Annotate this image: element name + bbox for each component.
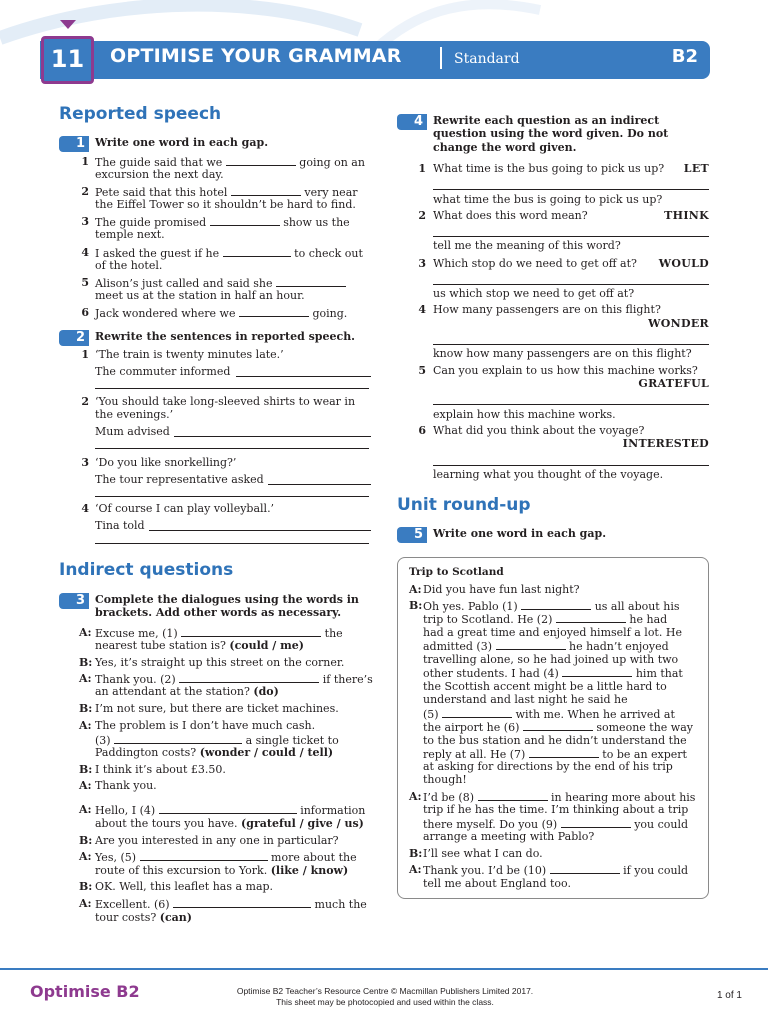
exercise-instruction: Rewrite each question as an indirect xyxy=(433,114,660,127)
title-banner xyxy=(40,41,710,79)
exercise-instruction: brackets. Add other words as necessary. xyxy=(95,606,342,620)
answer-line[interactable] xyxy=(433,344,709,345)
level-code: B2 xyxy=(671,46,698,67)
answer-line[interactable] xyxy=(236,376,371,377)
answer-gap[interactable] xyxy=(239,306,309,317)
exercise-instruction: Complete the dialogues using the words in xyxy=(95,593,359,606)
exercise-instruction: change the word given. xyxy=(433,140,577,154)
answer-line[interactable] xyxy=(433,404,709,405)
footer-copyright: Optimise B2 Teacher’s Resource Centre © Macmillan Publishers Limited 2017. This sheet may be photocopied and used within the class. xyxy=(236,986,534,1007)
exercise-instruction: question using the word given. Do not xyxy=(433,127,669,141)
exercise-instruction: Write one word in each gap. xyxy=(95,136,269,149)
answer-gap[interactable] xyxy=(529,747,599,758)
answer-gap[interactable] xyxy=(276,276,346,287)
answer-gap[interactable] xyxy=(550,863,620,874)
exercise-number: 4 xyxy=(397,114,427,130)
title-divider xyxy=(440,47,442,69)
answer-line[interactable] xyxy=(433,465,709,466)
header-watermark xyxy=(0,0,768,45)
answer-gap[interactable] xyxy=(179,672,319,683)
section-unit-round-up: Unit round-up xyxy=(397,495,531,515)
answer-gap[interactable] xyxy=(496,639,566,650)
exercise-5-heading xyxy=(397,527,606,543)
answer-line[interactable] xyxy=(95,543,369,544)
answer-line[interactable] xyxy=(433,189,709,190)
answer-line[interactable] xyxy=(268,484,371,485)
answer-line[interactable] xyxy=(433,236,709,237)
keyword: LET xyxy=(683,162,709,175)
answer-gap[interactable] xyxy=(159,803,297,814)
footer-divider xyxy=(0,968,768,970)
answer-gap[interactable] xyxy=(523,720,593,731)
answer-gap[interactable] xyxy=(223,246,291,257)
exercise-2-heading xyxy=(59,330,355,346)
keyword: THINK xyxy=(664,209,709,222)
level-label: Standard xyxy=(454,51,520,67)
answer-line[interactable] xyxy=(174,436,371,437)
footer-brand: Optimise B2 xyxy=(30,982,140,1001)
keyword: WONDER xyxy=(648,317,709,330)
answer-gap[interactable] xyxy=(173,897,311,908)
exercise-4-heading xyxy=(397,114,668,154)
exercise-1-heading xyxy=(59,136,268,152)
answer-gap[interactable] xyxy=(442,707,512,718)
unit-number: 11 xyxy=(41,36,94,84)
answer-line[interactable] xyxy=(95,388,369,389)
keyword: GRATEFUL xyxy=(638,377,709,390)
answer-gap[interactable] xyxy=(556,612,626,623)
exercise-number: 2 xyxy=(59,330,89,346)
page-number: 1 of 1 xyxy=(716,990,742,1001)
answer-gap[interactable] xyxy=(562,666,632,677)
answer-gap[interactable] xyxy=(140,850,268,861)
exercise-instruction: Write one word in each gap. xyxy=(433,527,607,540)
answer-gap[interactable] xyxy=(226,155,296,166)
answer-gap[interactable] xyxy=(231,185,301,196)
exercise-number: 5 xyxy=(397,527,427,543)
answer-gap[interactable] xyxy=(181,626,321,637)
exercise-3-heading xyxy=(59,593,359,620)
answer-gap[interactable] xyxy=(478,790,548,801)
exercise-number: 3 xyxy=(59,593,89,609)
page-title: OPTIMISE YOUR GRAMMAR xyxy=(110,45,402,67)
text-title: Trip to Scotland xyxy=(409,566,504,578)
answer-line[interactable] xyxy=(149,530,371,531)
keyword: INTERESTED xyxy=(622,437,709,450)
answer-gap[interactable] xyxy=(210,215,280,226)
exercise-instruction: Rewrite the sentences in reported speech. xyxy=(95,330,356,343)
section-indirect-questions: Indirect questions xyxy=(59,560,234,580)
keyword: WOULD xyxy=(658,257,709,270)
answer-gap[interactable] xyxy=(114,733,242,744)
answer-gap[interactable] xyxy=(521,599,591,610)
exercise-number: 1 xyxy=(59,136,89,152)
marker-triangle-icon xyxy=(60,20,76,29)
answer-line[interactable] xyxy=(95,448,369,449)
answer-line[interactable] xyxy=(95,496,369,497)
answer-line[interactable] xyxy=(433,284,709,285)
section-reported-speech: Reported speech xyxy=(59,104,222,124)
answer-gap[interactable] xyxy=(561,817,631,828)
